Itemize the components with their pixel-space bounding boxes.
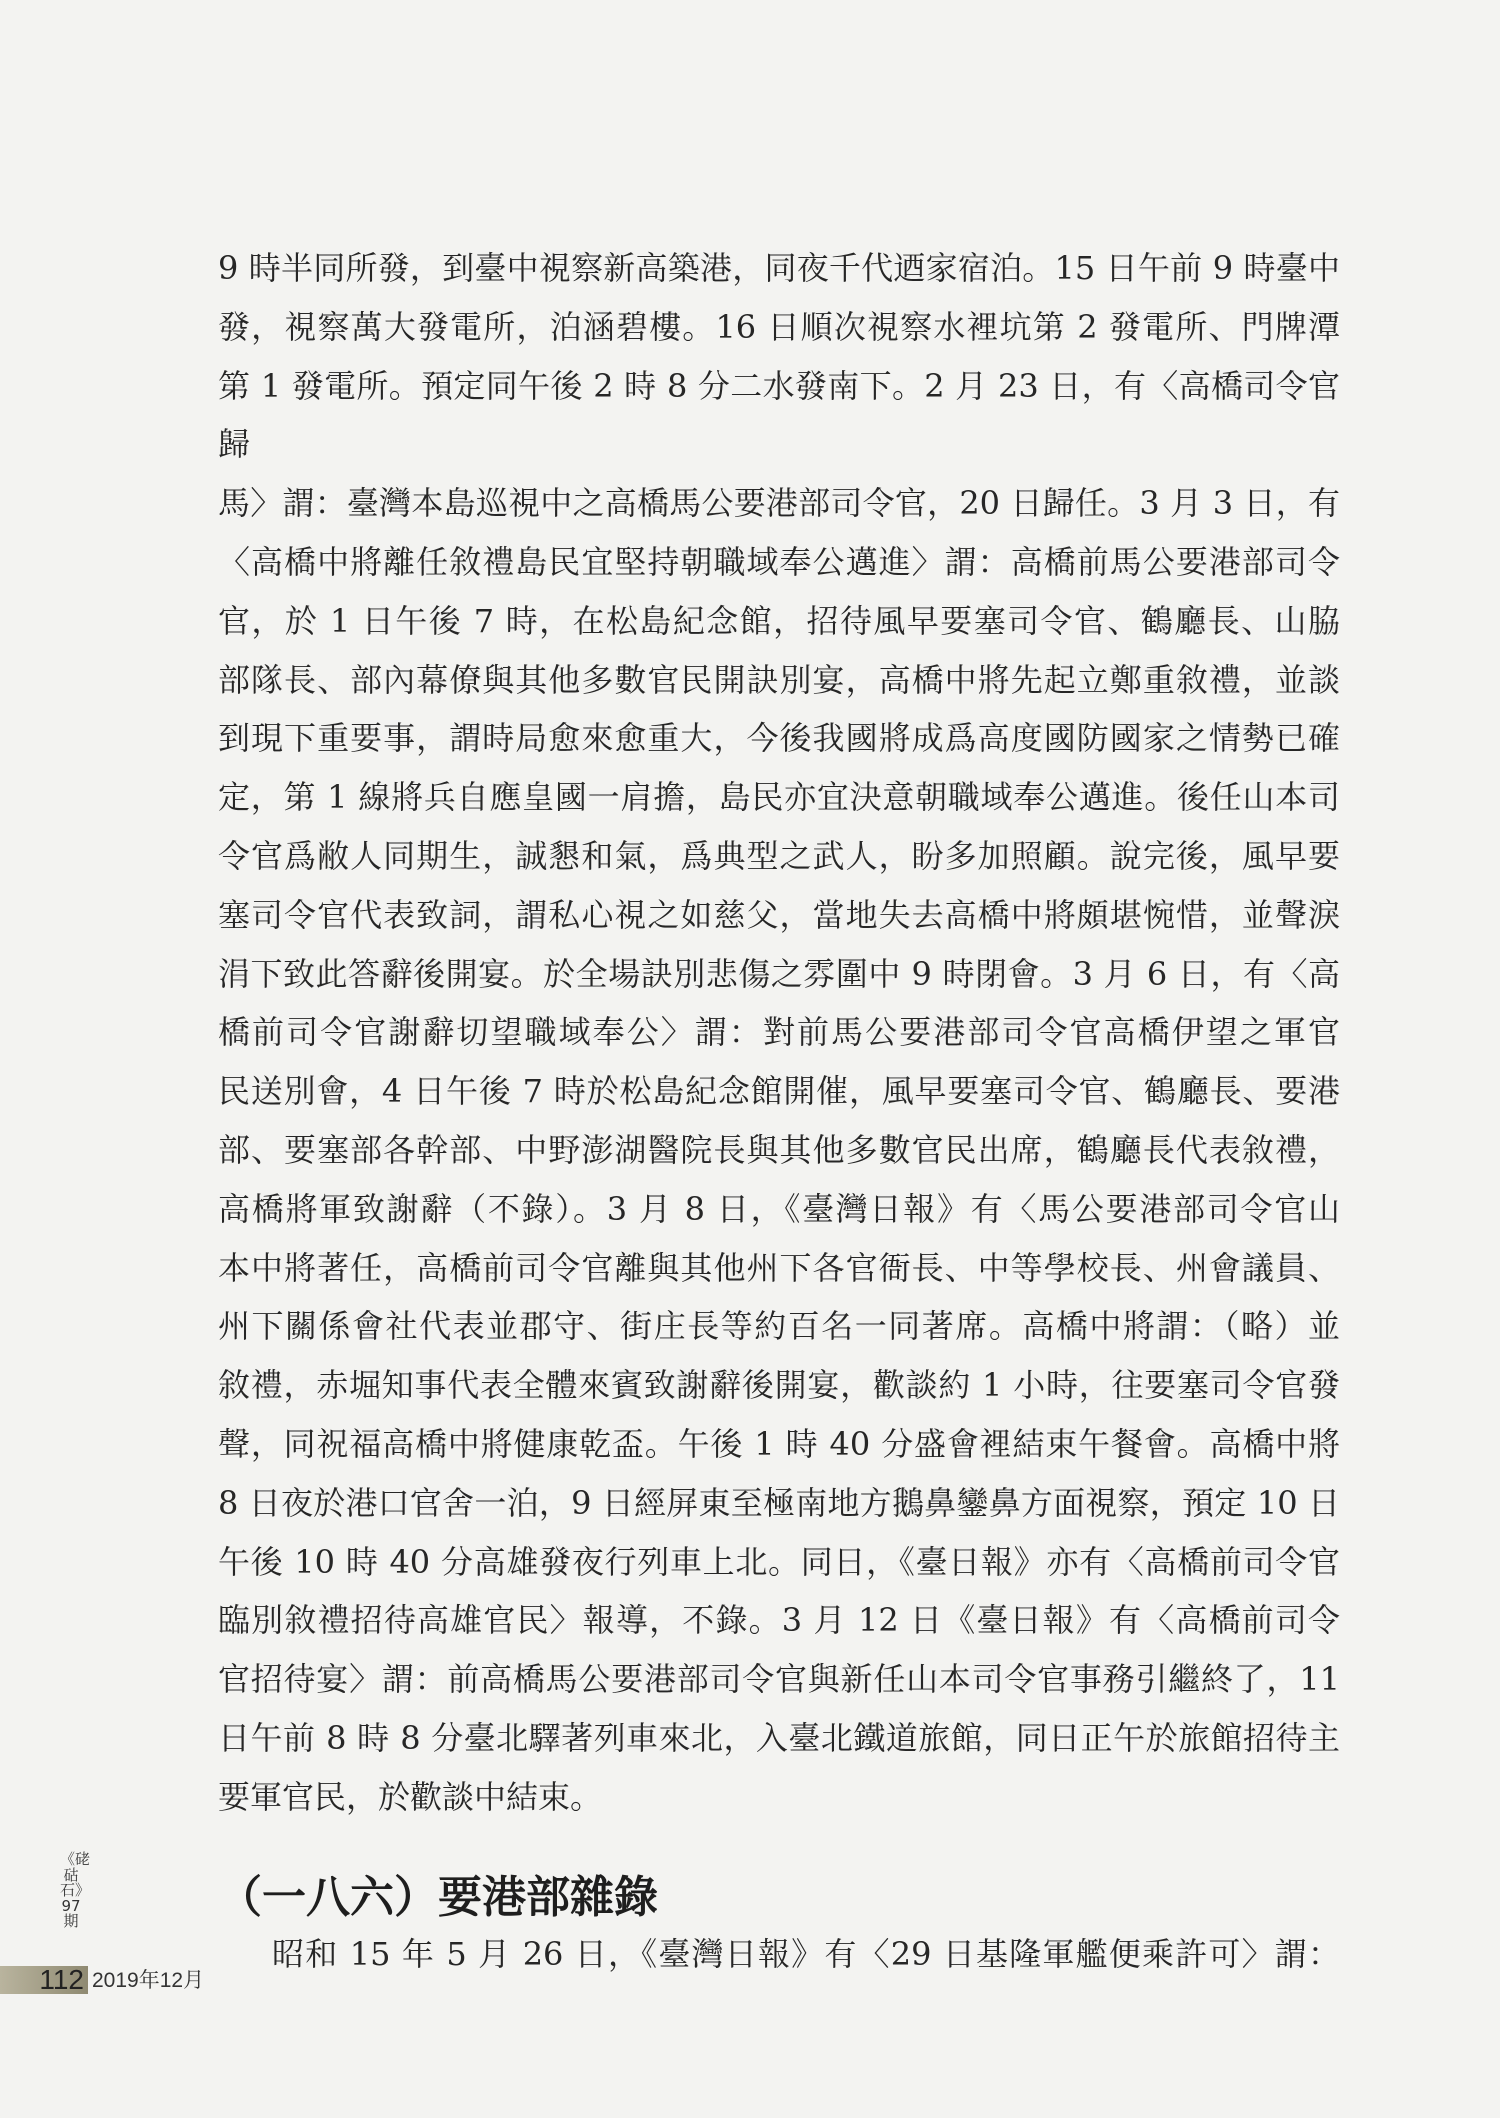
page-number-box [0,1966,88,1994]
text-line: 8 日夜於港口官舍一泊，9 日經屏東至極南地方鵝鼻鑾鼻方面視察，預定 10 日 [218,1483,1340,1522]
body-text [218,239,1340,1827]
text-line: 部、要塞部各幹部、中野澎湖醫院長與其他多數官民出席，鶴廳長代表敘禮， [218,1130,1340,1169]
journal-title: 《硓𥑮石》97期 [60,1850,91,1930]
text-line: 橋前司令官謝辭切望職域奉公〉謂：對前馬公要港部司令官高橋伊望之軍官 [218,1013,1340,1052]
issue-date: 2019年12月 [92,1969,205,1992]
section-heading: （一八六）要港部雜錄 [218,1871,658,1923]
text-line: 〈高橋中將離任敘禮島民宜堅持朝職域奉公邁進〉謂：高橋前馬公要港部司令 [218,542,1340,581]
text-line: 午後 10 時 40 分高雄發夜行列車上北。同日，《臺日報》亦有〈高橋前司令官 [218,1542,1340,1581]
text-line: 到現下重要事，謂時局愈來愈重大，今後我國將成爲高度國防國家之情勢已確 [218,719,1340,758]
text-line: 馬〉謂：臺灣本島巡視中之高橋馬公要港部司令官，20 日歸任。3 月 3 日，有 [218,484,1340,523]
text-line: 本中將著任，高橋前司令官離與其他州下各官衙長、中等學校長、州會議員、 [218,1248,1340,1287]
text-line: 令官爲敝人同期生，誠懇和氣，爲典型之武人，盼多加照顧。說完後，風早要 [218,836,1340,875]
text-line: 第 1 發電所。預定同午後 2 時 8 分二水發南下。2 月 23 日，有〈高橋司令官歸 [218,366,1340,464]
section-paragraph: 昭和 15 年 5 月 26 日，《臺灣日報》有〈29 日基隆軍艦便乘許可〉謂： [272,1934,1340,1973]
text-line: 聲，同祝福高橋中將健康乾盃。午後 1 時 40 分盛會裡結束午餐會。高橋中將 [218,1424,1340,1463]
text-line: 定，第 1 線將兵自應皇國一肩擔，島民亦宜決意朝職域奉公邁進。後任山本司 [218,778,1340,817]
text-line: 涓下致此答辭後開宴。於全場訣別悲傷之雰圍中 9 時閉會。3 月 6 日，有〈高 [218,954,1340,993]
text-line: 要軍官民，於歡談中結束。 [218,1777,603,1816]
text-line: 部隊長、部內幕僚與其他多數官民開訣別宴，高橋中將先起立鄭重敘禮，並談 [218,660,1340,699]
page-content [218,239,1340,1983]
text-line: 高橋將軍致謝辭（不錄）。3 月 8 日，《臺灣日報》有〈馬公要港部司令官山 [218,1189,1340,1228]
text-line: 9 時半同所發，到臺中視察新高築港，同夜千代迺家宿泊。15 日午前 9 時臺中 [218,249,1340,287]
text-line: 敘禮，赤堀知事代表全體來賓致謝辭後開宴，歡談約 1 小時，往要塞司令官發 [218,1366,1340,1405]
page-number: 112 [39,1964,84,1995]
text-line: 發，視察萬大發電所，泊涵碧樓。16 日順次視察水裡坑第 2 發電所、門牌潭 [218,307,1340,346]
text-line: 臨別敘禮招待高雄官民〉報導，不錄。3 月 12 日《臺日報》有〈高橋前司令 [218,1601,1340,1640]
text-line: 官招待宴〉謂：前高橋馬公要港部司令官與新任山本司令官事務引繼終了，11 [218,1660,1340,1699]
text-line: 州下關係會社代表並郡守、街庄長等約百名一同著席。高橋中將謂：（略）並 [218,1307,1340,1346]
text-line: 官，於 1 日午後 7 時，在松島紀念館，招待風早要塞司令官、鶴廳長、山脇 [218,601,1340,640]
text-line: 日午前 8 時 8 分臺北驛著列車來北，入臺北鐵道旅館，同日正午於旅館招待主 [218,1718,1340,1757]
text-line: 塞司令官代表致詞，謂私心視之如慈父，當地失去高橋中將頗堪惋惜，並聲淚 [218,895,1340,934]
text-line: 民送別會，4 日午後 7 時於松島紀念館開催，風早要塞司令官、鶴廳長、要港 [218,1072,1340,1111]
